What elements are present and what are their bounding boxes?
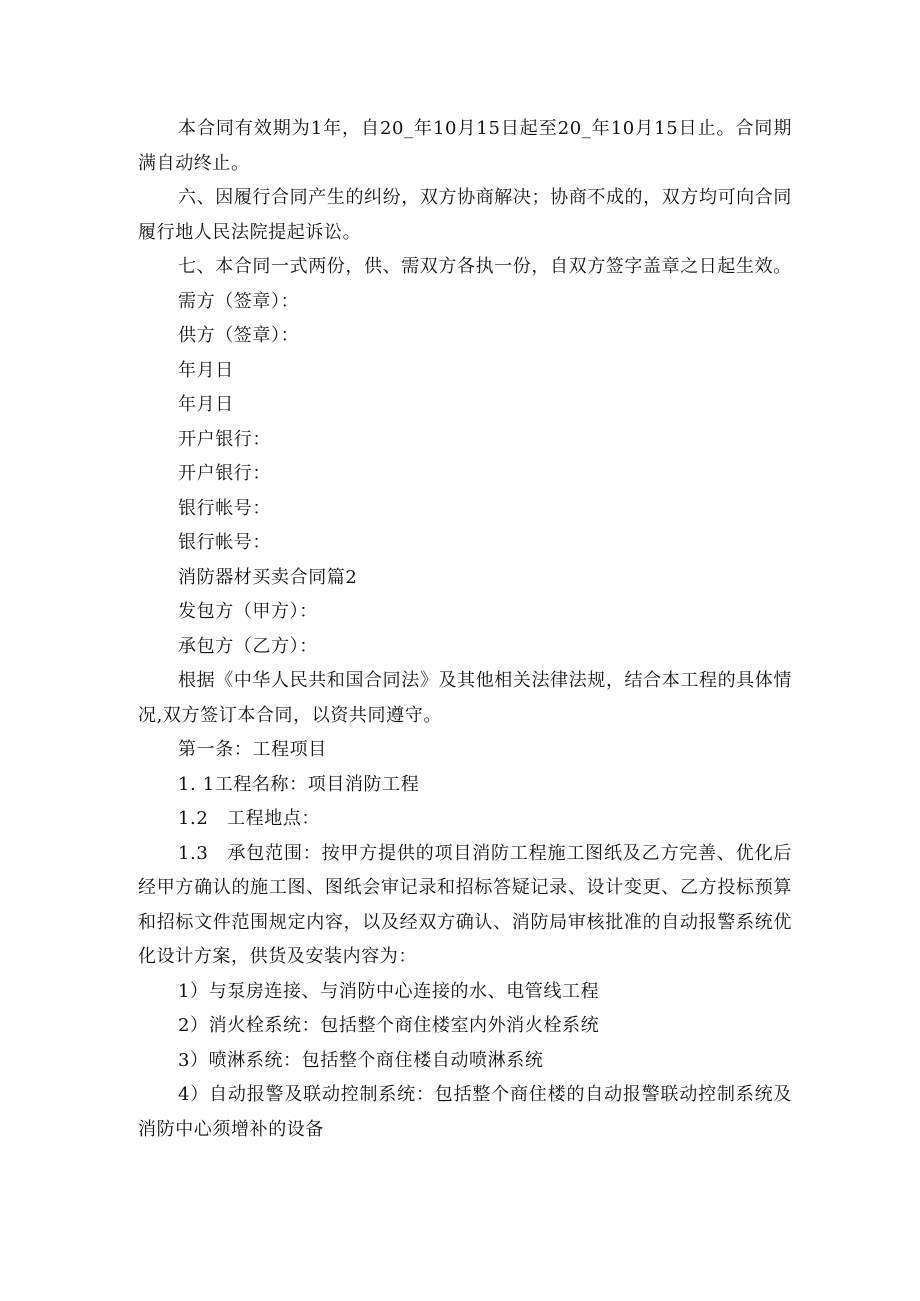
paragraph-clause-6: 六、因履行合同产生的纠纷，双方协商解决；协商不成的，双方均可向合同履行地人民法院提起诉讼。 [138,187,792,243]
scope-item-4: 4）自动报警及联动控制系统：包括整个商住楼的自动报警联动控制系统及消防中心须增补的设备 [138,1084,792,1140]
buyer-signature-line: 需方（签章）： [178,290,300,312]
article-1-heading: 第一条：工程项目 [178,739,327,760]
scope-item-3: 3）喷淋系统：包括整个商住楼自动喷淋系统 [178,1049,544,1071]
date-line-1: 年月日 [178,359,234,381]
party-a-line: 发包方（甲方）： [178,601,318,622]
item-1-3: 1.3 承包范围：按甲方提供的项目消防工程施工图纸及乙方完善、优化后经甲方确认的施工图、图纸会审记录和招标答疑记录、设计变更、乙方投标预算和招标文件范围规定内容，以及经双方确认、消防局审核批准的自动报警系统优化设计方案，供货及安装内容为： [138,842,792,967]
bank-line-2: 开户银行： [178,463,271,484]
paragraph-validity: 本合同有效期为1年，自20_年10月15日起至20_年10月15日止。合同期满自动终止。 [138,118,792,174]
paragraph-clause-7: 七、本合同一式两份，供、需双方各执一份，自双方签字盖章之日起生效。 [178,256,792,277]
document-page [138,112,792,1147]
scope-item-2: 2）消火栓系统：包括整个商住楼室内外消火栓系统 [178,1015,600,1036]
section-title: 消防器材买卖合同篇2 [178,566,358,588]
supplier-signature-line: 供方（签章）： [178,325,300,346]
scope-item-1: 1）与泵房连接、与消防中心连接的水、电管线工程 [178,980,600,1002]
account-line-2: 银行帐号： [178,532,271,553]
paragraph-preamble: 根据《中华人民共和国合同法》及其他相关法律法规，结合本工程的具体情况,双方签订本合同，以资共同遵守。 [138,670,792,726]
date-line-2: 年月日 [178,394,234,415]
item-1-1: 1. 1工程名称：项目消防工程 [178,773,420,795]
account-line-1: 银行帐号： [178,497,271,519]
party-b-line: 承包方（乙方）： [178,635,318,657]
bank-line-1: 开户银行： [178,428,271,450]
item-1-2: 1.2 工程地点： [178,808,321,829]
